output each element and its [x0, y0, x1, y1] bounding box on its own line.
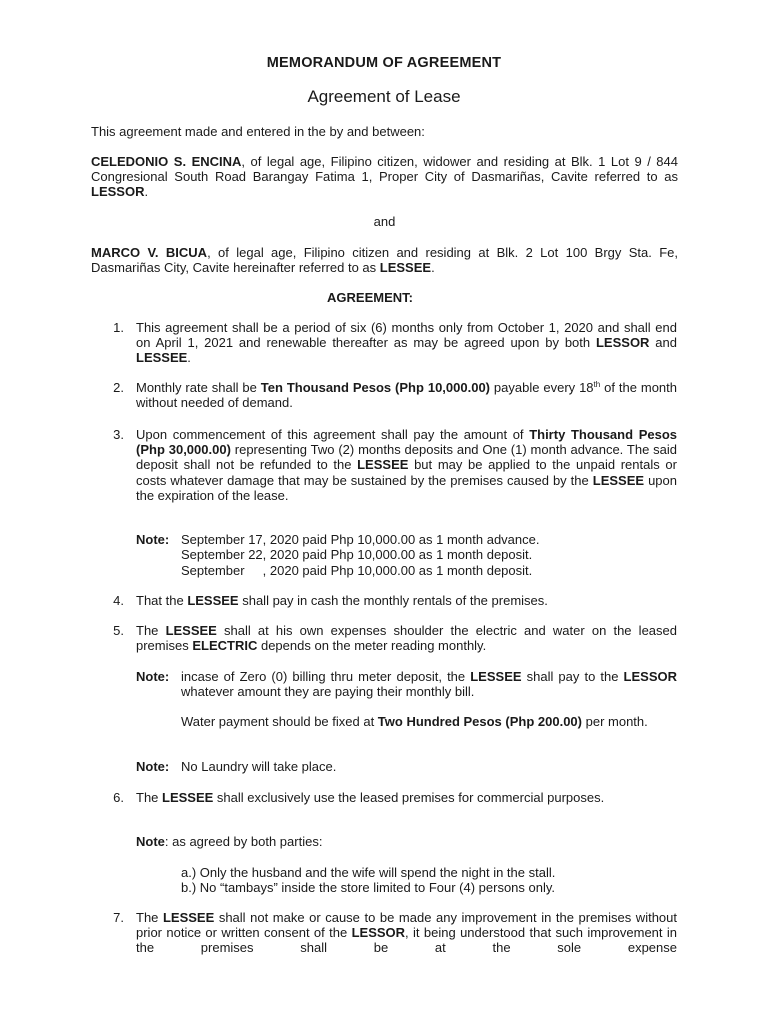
- list-item: The LESSEE shall at his own expenses shoulder the electric and water on the leased premises ELECTRIC depends on the meter reading monthly.: [136, 623, 677, 654]
- list-item: The LESSEE shall not make or cause to be made any improvement in the premises without prior notice or written consent of the LESSOR, it being understood that such improvement in the premises shall be at the sole expense: [136, 910, 677, 956]
- list-item: The LESSEE shall exclusively use the leased premises for commercial purposes.: [136, 790, 605, 805]
- payment-note-line: September 17, 2020 paid Php 10,000.00 as 1 month advance.: [181, 532, 540, 547]
- laundry-note: No Laundry will take place.: [181, 759, 337, 774]
- item-number: 3.: [113, 427, 124, 442]
- payment-note-line: September , 2020 paid Php 10,000.00 as 1 month deposit.: [181, 563, 533, 578]
- intro-paragraph: This agreement made and entered in the by and between:: [91, 124, 425, 139]
- lessee-name: MARCO V. BICUA: [91, 245, 208, 260]
- list-item: Upon commencement of this agreement shall pay the amount of Thirty Thousand Pesos (Php 30,000.00) representing Two (2) months deposits and One (1) month advance. The said deposit shall not be refunded to the LESSEE but may be applied to the unpaid rentals or costs whatever damage that may be sustained by the premises caused by the LESSEE upon the expiration of the lease.: [136, 427, 678, 503]
- item-number: 5.: [113, 623, 124, 638]
- item-number: 1.: [113, 320, 124, 335]
- parties-note: Note: as agreed by both parties:: [136, 834, 323, 849]
- water-payment-note: Water payment should be fixed at Two Hundred Pesos (Php 200.00) per month.: [181, 714, 648, 729]
- item-number: 6.: [113, 790, 124, 805]
- lessor-details: , of legal age, Filipino citizen, widower and residing at Blk. 1 Lot 9 / 844 Congresional South Road Barangay Fatima 1, Proper City of Dasmariñas, Cavite referred to as: [91, 154, 678, 185]
- lessor-name: CELEDONIO S. ENCINA: [91, 154, 242, 169]
- sub-item: a.) Only the husband and the wife will spend the night in the stall.: [181, 865, 556, 880]
- list-item: This agreement shall be a period of six (6) months only from October 1, 2020 and shall end on April 1, 2021 and renewable thereafter as may be agreed upon by both LESSOR and LESSEE.: [136, 320, 677, 366]
- item-number: 2.: [113, 380, 124, 395]
- item-number: 4.: [113, 593, 124, 608]
- and-separator: and: [373, 214, 396, 229]
- list-item: That the LESSEE shall pay in cash the monthly rentals of the premises.: [136, 593, 548, 608]
- note-label: Note:: [136, 532, 170, 547]
- lessee-role: LESSEE: [379, 260, 432, 276]
- lessee-details: , of legal age, Filipino citizen and residing at Blk. 2 Lot 100 Brgy Sta. Fe, Dasmariñas City, Cavite hereinafter referred to as: [91, 245, 678, 276]
- document-subtitle: Agreement of Lease: [307, 87, 461, 106]
- billing-note: incase of Zero (0) billing thru meter deposit, the LESSEE shall pay to the LESSOR whatever amount they are paying their monthly bill.: [181, 669, 678, 700]
- lessor-paragraph: CELEDONIO S. ENCINA, of legal age, Filipino citizen, widower and residing at Blk. 1 Lot 9 / 844 Congresional South Road Barangay Fatima 1, Proper City of Dasmariñas, Cavite referred to as LESSOR.: [91, 154, 678, 200]
- document-title: MEMORANDUM OF AGREEMENT: [266, 55, 502, 71]
- lessee-paragraph: MARCO V. BICUA, of legal age, Filipino citizen and residing at Blk. 2 Lot 100 Brgy Sta. Fe, Dasmariñas City, Cavite hereinafter referred to as LESSEE.: [91, 245, 678, 276]
- sub-item: b.) No “tambays” inside the store limited to Four (4) persons only.: [181, 880, 556, 895]
- note-label: Note:: [136, 669, 170, 684]
- agreement-heading: AGREEMENT:: [327, 290, 413, 305]
- payment-note-line: September 22, 2020 paid Php 10,000.00 as 1 month deposit.: [181, 547, 533, 562]
- list-item: Monthly rate shall be Ten Thousand Pesos (Php 10,000.00) payable every 18th of the month without needed of demand.: [136, 380, 677, 411]
- item-number: 7.: [113, 910, 124, 925]
- note-label: Note: [136, 834, 165, 849]
- lessor-role: LESSOR: [91, 184, 145, 200]
- note-label: Note:: [136, 759, 170, 774]
